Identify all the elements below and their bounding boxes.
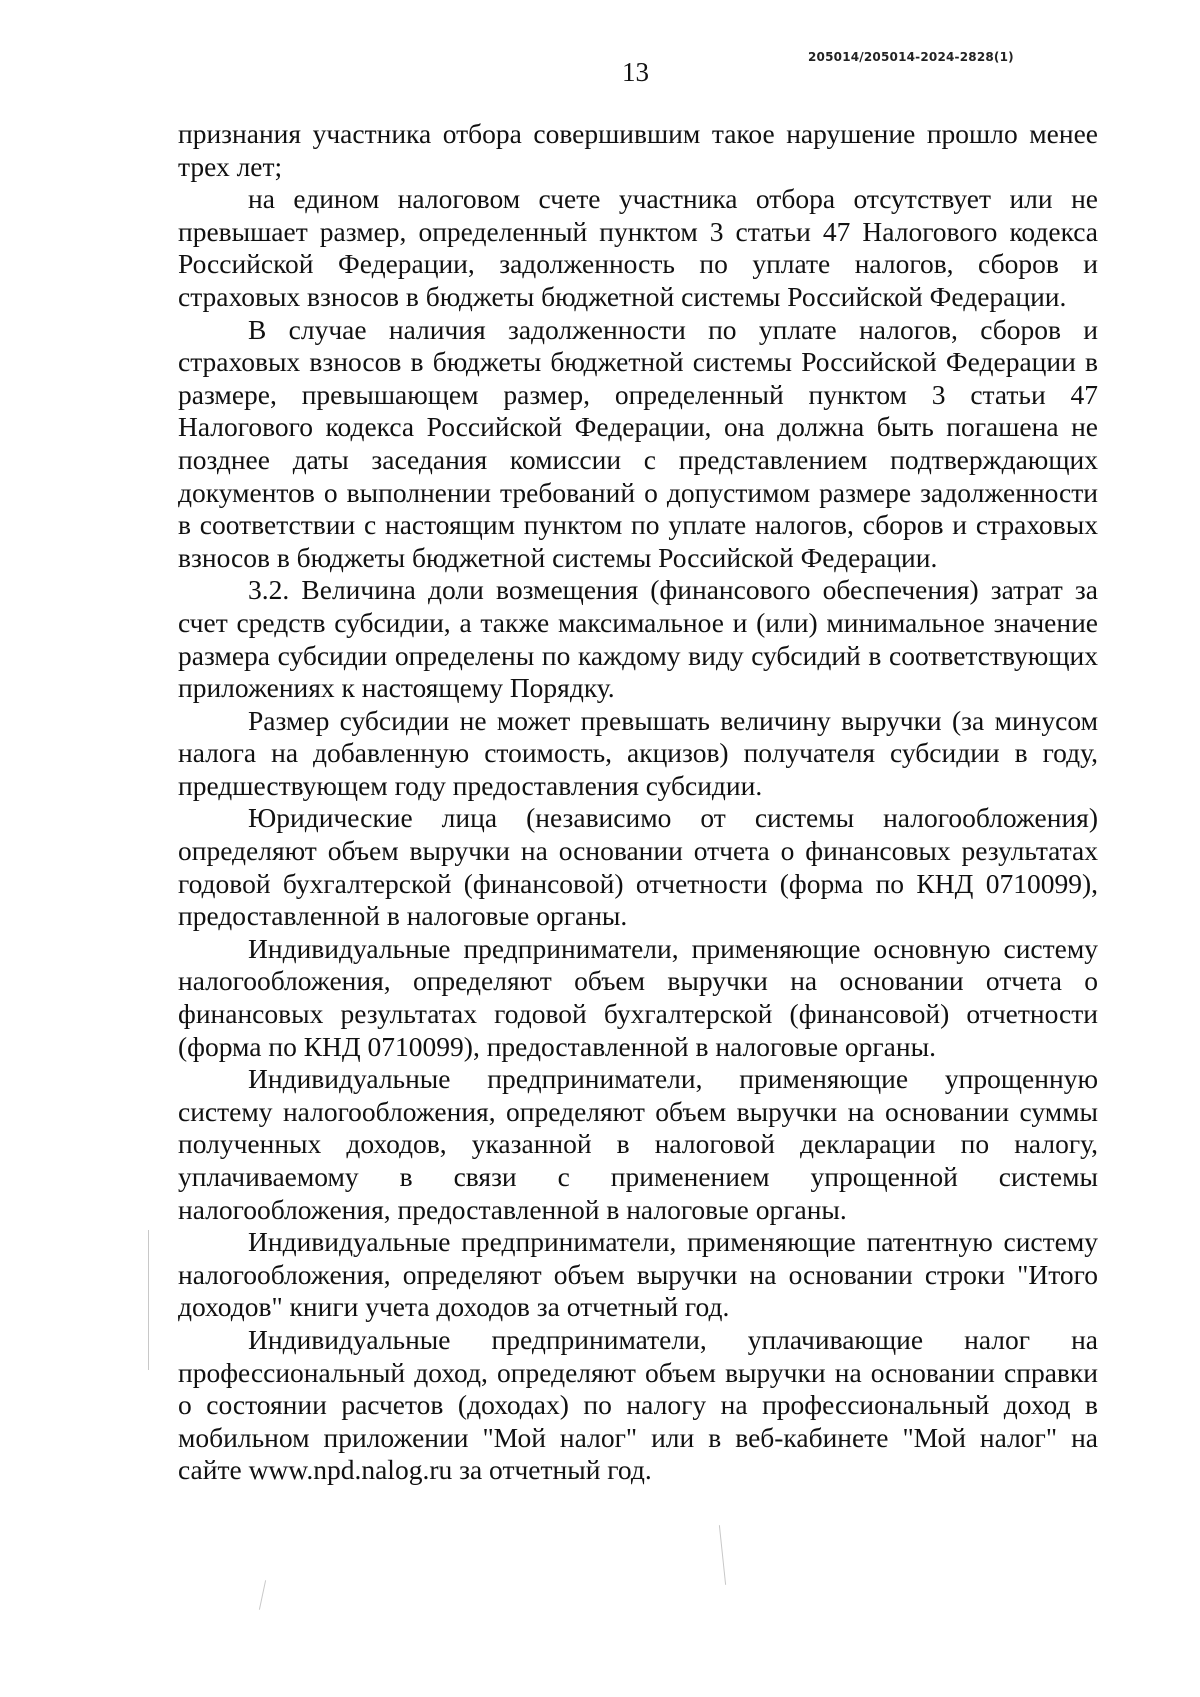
paragraph-ie-general-system: Индивидуальные предприниматели, применяющие основную систему налогообложения, определяют объем выручки на основании отчета о финансовых результатах годовой бухгалтерской (финансовой) отчетности (форма по КНД 0710099), предоставленной в налоговые органы.: [178, 932, 1098, 1062]
document-body: [178, 118, 1098, 1487]
paragraph-3-2-subsidy-share: 3.2. Величина доли возмещения (финансового обеспечения) затрат за счет средств субсидии, а также максимальное и (или) минимальное значение размера субсидии определены по каждому виду субсидий в соответствующих приложениях к настоящему Порядку.: [178, 574, 1098, 704]
scan-artifact-line: [148, 1230, 149, 1370]
page-number: 13: [622, 57, 649, 87]
scan-artifact-line: [719, 1525, 726, 1585]
paragraph-debt-repayment: В случае наличия задолженности по уплате налогов, сборов и страховых взносов в бюджеты бюджетной системы Российской Федерации в размере, превышающем размер, определенный пунктом 3 статьи 47 Налогового кодекса Российской Федерации, она должна быть погашена не позднее даты заседания комиссии с представлением подтверждающих документов о выполнении требований о допустимом размере задолженности в соответствии с настоящим пунктом по уплате налогов, сборов и страховых взносов в бюджеты бюджетной системы Российской Федерации.: [178, 313, 1098, 573]
scan-artifact-line: [259, 1580, 266, 1610]
paragraph-continuation: признания участника отбора совершившим такое нарушение прошло менее трех лет;: [178, 118, 1098, 182]
paragraph-ie-patent-system: Индивидуальные предприниматели, применяющие патентную систему налогообложения, определяют объем выручки на основании строки "Итого доходов" книги учета доходов за отчетный год.: [178, 1226, 1098, 1323]
paragraph-legal-entities: Юридические лица (независимо от системы налогообложения) определяют объем выручки на основании отчета о финансовых результатах годовой бухгалтерской (финансовой) отчетности (форма по КНД 0710099), предоставленной в налоговые органы.: [178, 802, 1098, 932]
paragraph-subsidy-limit: Размер субсидии не может превышать величину выручки (за минусом налога на добавленную стоимость, акцизов) получателя субсидии в году, предшествующем году предоставления субсидии.: [178, 704, 1098, 801]
paragraph-tax-debt-condition: на едином налоговом счете участника отбора отсутствует или не превышает размер, определенный пунктом 3 статьи 47 Налогового кодекса Российской Федерации, задолженность по уплате налогов, сборов и страховых взносов в бюджеты бюджетной системы Российской Федерации.: [178, 183, 1098, 312]
paragraph-ie-simplified-system: Индивидуальные предприниматели, применяющие упрощенную систему налогообложения, определяют объем выручки на основании суммы полученных доходов, указанной в налоговой декларации по налогу, уплачиваемому в связи с применением упрощенной системы налогообложения, предоставленной в налоговые органы.: [178, 1063, 1098, 1225]
paragraph-ie-professional-income: Индивидуальные предприниматели, уплачивающие налог на профессиональный доход, определяют объем выручки на основании справки о состоянии расчетов (доходах) по налогу на профессиональный доход в мобильном приложении "Мой налог" или в веб-кабинете "Мой налог" на сайте www.npd.nalog.ru за отчетный год.: [178, 1323, 1098, 1486]
document-code: 205014/205014-2024-2828(1): [808, 50, 1014, 64]
